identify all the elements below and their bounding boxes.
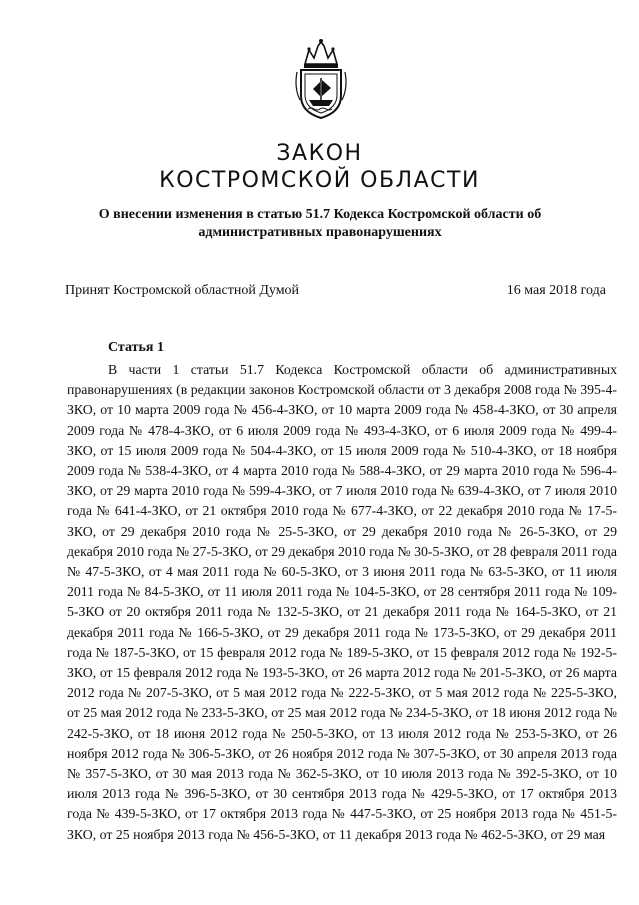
law-subject-heading: О внесении изменения в статью 51.7 Кодекса Костромской области об административных правонарушениях: [98, 207, 542, 240]
kostroma-coat-of-arms-icon: [292, 38, 350, 122]
adoption-date: 16 мая 2018 года: [506, 283, 606, 298]
law-title: ЗАКОН: [276, 141, 363, 166]
article-title: Статья 1: [108, 340, 164, 355]
adopted-by-text: Принят Костромской областной Думой: [65, 283, 300, 298]
law-region-title: КОСТРОМСКОЙ ОБЛАСТИ: [159, 168, 480, 193]
article-body-paragraph: В части 1 статьи 51.7 Кодекса Костромской области об административных правонарушениях (в редакции законов Костромской области от 3 декабря 2008 года № 395-4-ЗКО, от 10 марта 2009 года № 456-4-ЗКО, от 10 марта 2009 года № 458-4-ЗКО, от 30 апреля 2009 года № 478-4-ЗКО, от 6 июля 2009 года № 493-4-ЗКО, от 6 июля 2009 года № 499-4-ЗКО, от 15 июля 2009 года № 504-4-ЗКО, от 15 июля 2009 года № 510-4-ЗКО, от 18 ноября 2009 года № 538-4-ЗКО, от 4 марта 2010 года № 588-4-ЗКО, от 29 марта 2010 года № 596-4-ЗКО, от 29 марта 2010 года № 599-4-ЗКО, от 7 июля 2010 года № 639-4-ЗКО, от 7 июля 2010 года № 641-4-ЗКО, от 21 октября 2010 года № 677-4-ЗКО, от 22 декабря 2010 года № 17-5-ЗКО, от 29 декабря 2010 года № 25-5-ЗКО, от 29 декабря 2010 года № 26-5-ЗКО, от 29 декабря 2010 года № 27-5-ЗКО, от 29 декабря 2010 года № 30-5-ЗКО, от 28 февраля 2011 года № 47-5-ЗКО, от 4 мая 2011 года № 60-5-ЗКО, от 3 июня 2011 года № 63-5-ЗКО, от 11 июля 2011 года № 84-5-ЗКО, от 11 июля 2011 года № 104-5-ЗКО, от 28 сентября 2011 года № 109-5-ЗКО от 20 октября 2011 года № 132-5-ЗКО, от 21 декабря 2011 года № 164-5-ЗКО, от 21 декабря 2011 года № 166-5-ЗКО, от 29 декабря 2011 года № 173-5-ЗКО, от 29 декабря 2011 года № 187-5-ЗКО, от 15 февраля 2012 года № 189-5-ЗКО, от 15 февраля 2012 года № 192-5-ЗКО, от 15 февраля 2012 года № 193-5-ЗКО, от 26 марта 2012 года № 201-5-ЗКО, от 26 марта 2012 года № 207-5-ЗКО, от 5 мая 2012 года № 222-5-ЗКО, от 5 мая 2012 года № 225-5-ЗКО, от 25 мая 2012 года № 233-5-ЗКО, от 25 мая 2012 года № 234-5-ЗКО, от 18 июня 2012 года № 242-5-ЗКО, от 18 июня 2012 года № 250-5-ЗКО, от 13 июля 2012 года № 253-5-ЗКО, от 26 ноября 2012 года № 306-5-ЗКО, от 26 ноября 2012 года № 307-5-ЗКО, от 30 апреля 2013 года № 357-5-ЗКО, от 30 мая 2013 года № 362-5-ЗКО, от 10 июля 2013 года № 392-5-ЗКО, от 10 июля 2013 года № 396-5-ЗКО, от 30 сентября 2013 года № 429-5-ЗКО, от 17 октября 2013 года № 439-5-ЗКО, от 17 октября 2013 года № 447-5-ЗКО, от 25 ноября 2013 года № 451-5-ЗКО, от 25 ноября 2013 года № 456-5-ЗКО, от 11 декабря 2013 года № 462-5-ЗКО, от 29 мая: [67, 362, 617, 842]
